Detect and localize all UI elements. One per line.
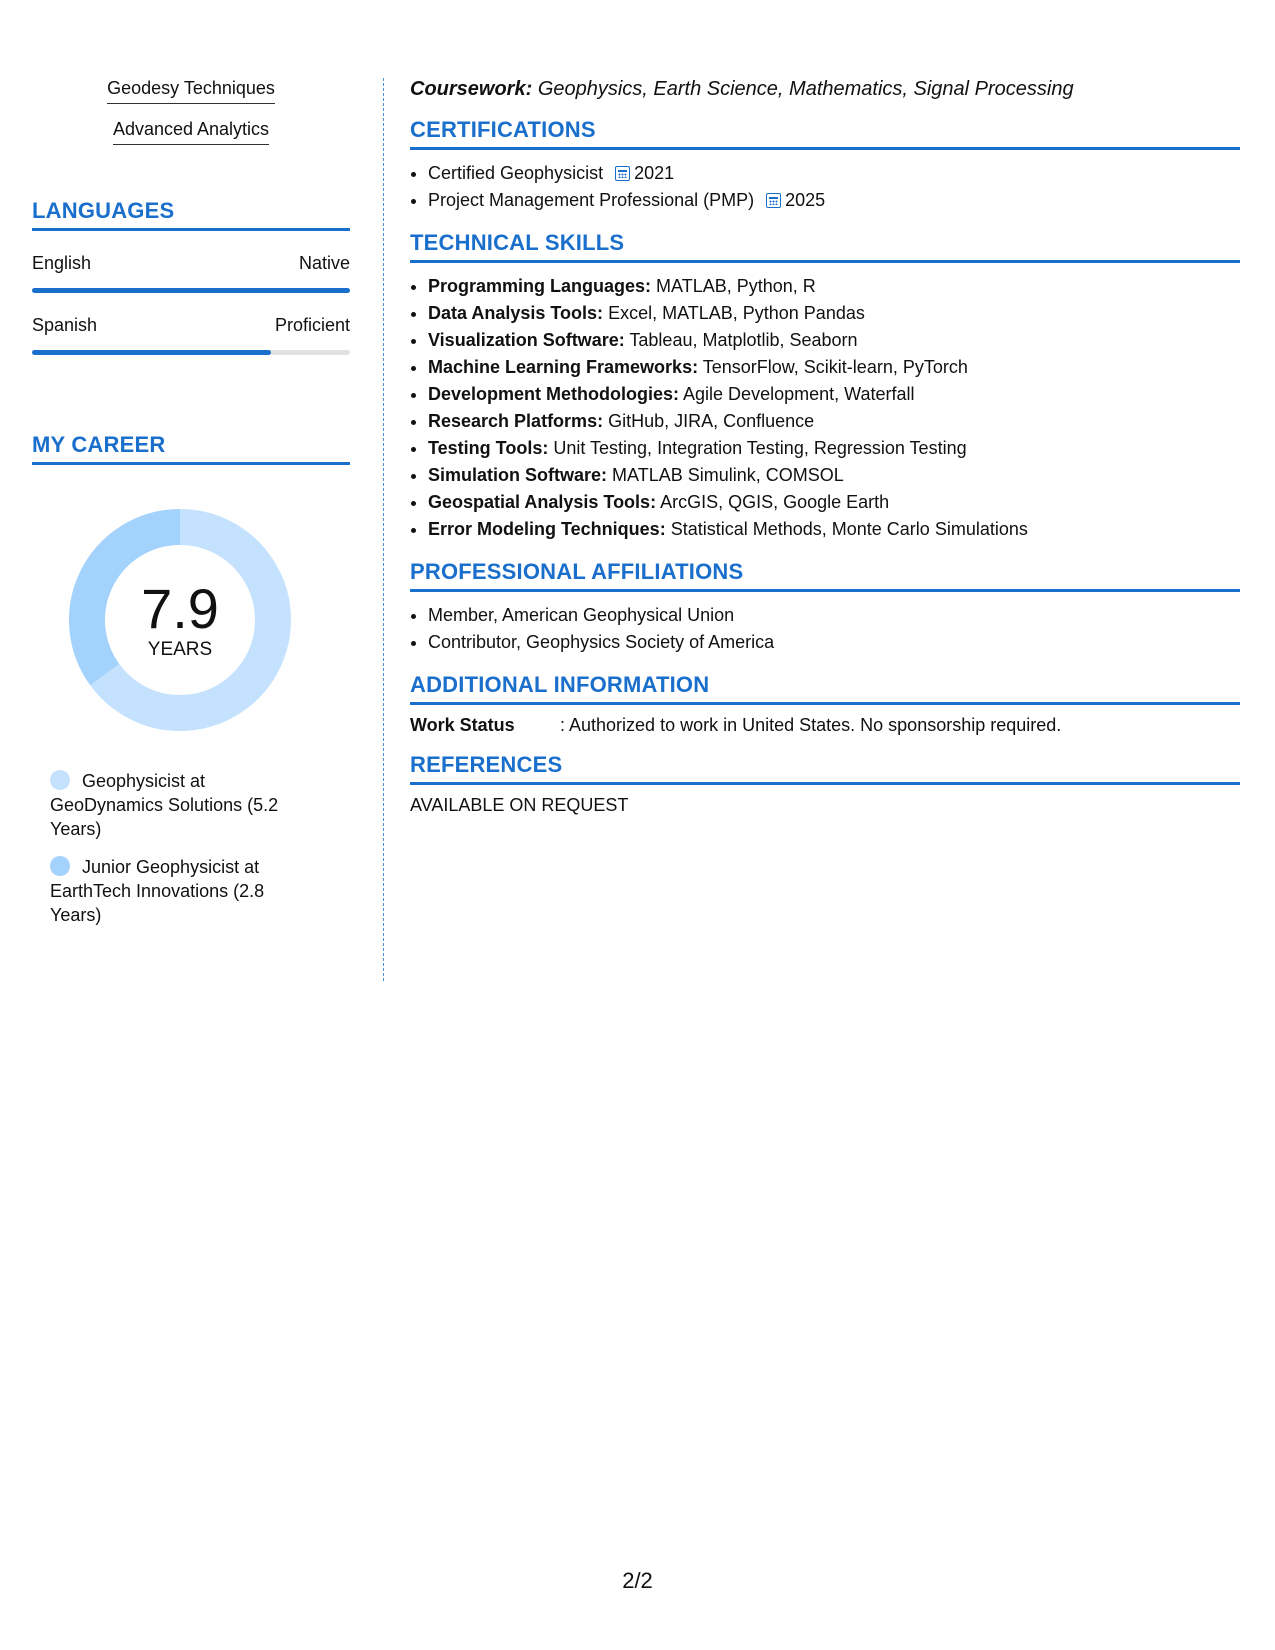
- career-legend-item: Geophysicist at GeoDynamics Solutions (5.2 Years): [50, 771, 279, 839]
- column-divider: [383, 78, 384, 981]
- work-status-value: : Authorized to work in United States. No sponsorship required.: [560, 715, 1062, 735]
- page-number: 2/2: [622, 1568, 653, 1593]
- language-proficiency-bar: [32, 288, 350, 293]
- affiliation-item: • Contributor, Geophysics Society of America: [428, 629, 1240, 656]
- skill-item: • Data Analysis Tools: Excel, MATLAB, Python Pandas: [428, 300, 1240, 327]
- career-total-years: 7.9: [141, 577, 219, 640]
- affiliation-item: • Member, American Geophysical Union: [428, 602, 1240, 629]
- work-status-row: [410, 715, 1240, 736]
- skill-item: • Geospatial Analysis Tools: ArcGIS, QGIS, Google Earth: [428, 489, 1240, 516]
- skill-tag: Advanced Analytics: [32, 119, 350, 145]
- left-column: [32, 78, 350, 941]
- language-proficiency-bar: [32, 350, 350, 355]
- skill-item: • Visualization Software: Tableau, Matplotlib, Seaborn: [428, 327, 1240, 354]
- skill-item: • Development Methodologies: Agile Development, Waterfall: [428, 381, 1240, 408]
- additional-info-heading: ADDITIONAL INFORMATION: [410, 672, 1240, 705]
- skill-item: • Testing Tools: Unit Testing, Integration Testing, Regression Testing: [428, 435, 1240, 462]
- affiliations-heading: PROFESSIONAL AFFILIATIONS: [410, 559, 1240, 592]
- affiliations-list: [410, 602, 1240, 656]
- language-spanish: [32, 315, 350, 355]
- languages-heading: LANGUAGES: [32, 198, 350, 231]
- language-level: Proficient: [274, 315, 350, 335]
- right-column: [410, 78, 1240, 816]
- work-status-label: Work Status: [410, 715, 515, 735]
- career-total-unit: YEARS: [147, 639, 213, 660]
- skill-item: • Programming Languages: MATLAB, Python, R: [428, 273, 1240, 300]
- references-heading: REFERENCES: [410, 752, 1240, 785]
- certifications-list: [410, 160, 1240, 214]
- coursework: Coursework: Geophysics, Earth Science, Mathematics, Signal Processing: [410, 78, 1074, 100]
- skill-item: • Simulation Software: MATLAB Simulink, COMSOL: [428, 462, 1240, 489]
- career-legend-item: Junior Geophysicist at EarthTech Innovations (2.8 Years): [50, 857, 265, 925]
- language-english: [32, 253, 350, 293]
- skill-item: • Machine Learning Frameworks: TensorFlow, Scikit-learn, PyTorch: [428, 354, 1240, 381]
- technical-skills-heading: TECHNICAL SKILLS: [410, 230, 1240, 263]
- certification-item: • Project Management Professional (PMP) 2025: [428, 187, 1240, 214]
- legend-dot-icon: [50, 770, 70, 790]
- skill-item: • Research Platforms: GitHub, JIRA, Confluence: [428, 408, 1240, 435]
- language-name: English: [32, 253, 92, 273]
- language-name: Spanish: [32, 315, 98, 335]
- skill-item: • Error Modeling Techniques: Statistical Methods, Monte Carlo Simulations: [428, 516, 1240, 543]
- certifications-heading: CERTIFICATIONS: [410, 117, 1240, 150]
- career-donut-chart: [67, 507, 293, 733]
- calendar-icon: [615, 166, 630, 181]
- language-level: Native: [298, 253, 350, 273]
- career-legend: [50, 769, 300, 927]
- certification-item: • Certified Geophysicist 2021: [428, 160, 1240, 187]
- career-heading: MY CAREER: [32, 432, 350, 465]
- technical-skills-list: [410, 273, 1240, 543]
- skill-tag: Geodesy Techniques: [32, 78, 350, 104]
- calendar-icon: [766, 193, 781, 208]
- legend-dot-icon: [50, 856, 70, 876]
- references-text: AVAILABLE ON REQUEST: [410, 795, 629, 815]
